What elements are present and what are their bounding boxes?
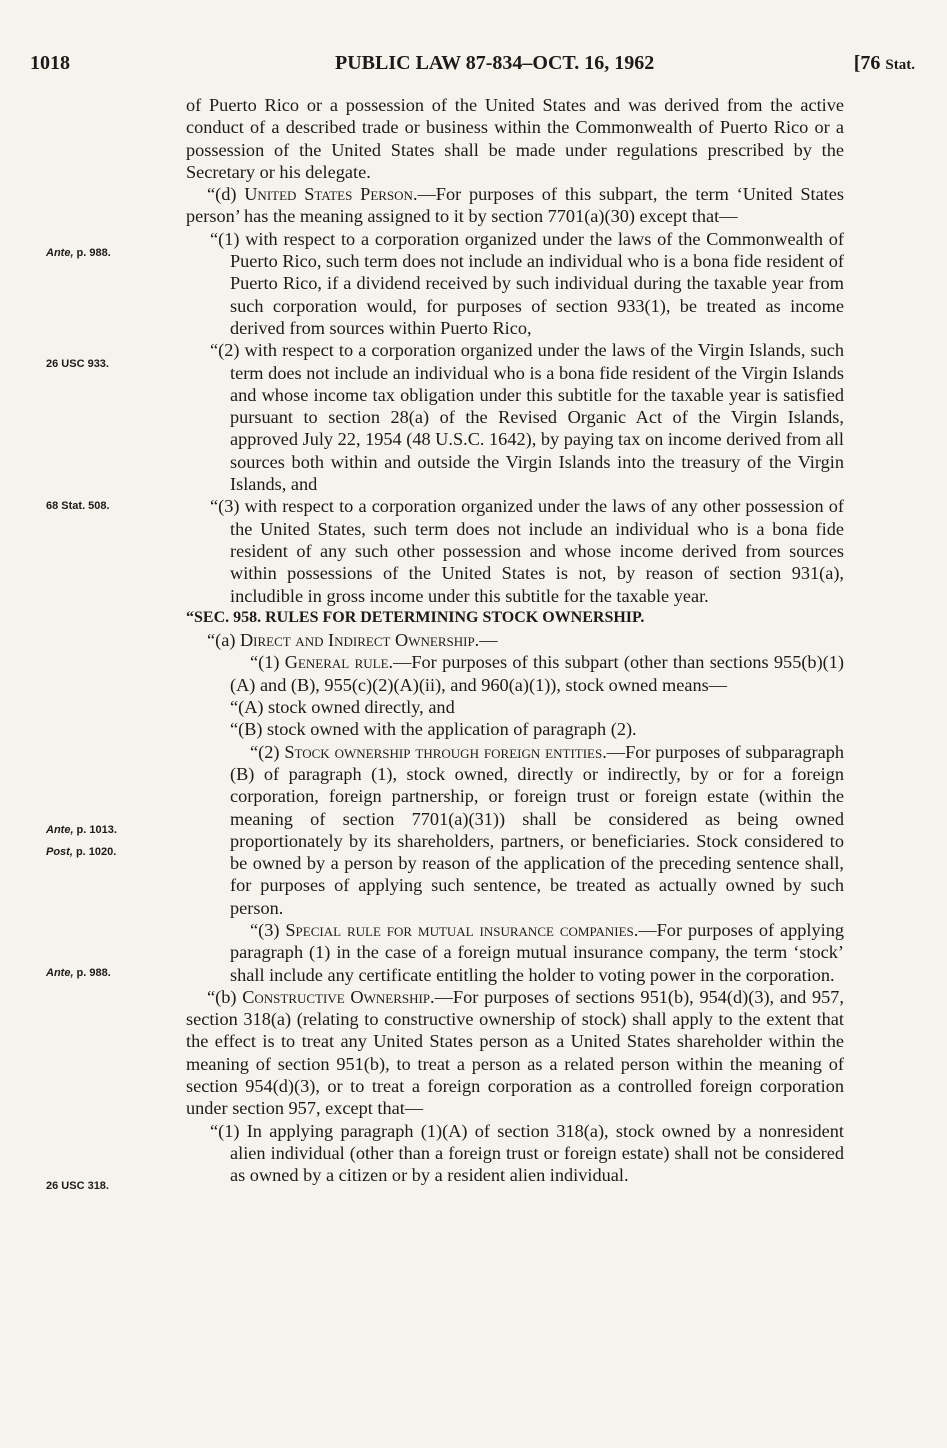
paragraph-a3-text: —For purposes of applying paragraph (1) in the case of a foreign mutual insurance company, the term ‘stock’ shall include any certificate entitling the holder to voting power in the corporation. <box>230 919 844 985</box>
margin-note-italic: Post, <box>46 846 73 858</box>
margin-note-text: p. 1020. <box>72 846 117 858</box>
margin-note <box>46 500 110 512</box>
paragraph-a2 <box>230 741 844 919</box>
margin-note-italic: Ante, <box>46 967 74 979</box>
subsection-d-number: “(d) <box>207 184 245 205</box>
volume-prefix: [76 <box>853 52 886 74</box>
paragraph-d3: “(3) with respect to a corporation organized under the laws of any other possession of the United States, such term does not include an individual who is a bona fide resident of any such other possession and whose income derived from sources within possessions of the United States is not, by reason of section 931(a), includible in gross income under this subtitle for the taxable year. <box>210 496 844 606</box>
margin-note <box>46 1180 109 1192</box>
subparagraph-a1B: “(B) stock owned with the application of paragraph (2). <box>230 719 637 740</box>
page-number: 1018 <box>30 52 70 74</box>
margin-note <box>46 846 116 858</box>
subsection-a <box>186 629 844 651</box>
paragraph-a2-heading: Stock ownership through foreign entities. <box>284 741 607 762</box>
subsection-d-heading: United States Person. <box>244 184 418 205</box>
margin-note <box>46 358 109 370</box>
subsection-b <box>186 986 844 1120</box>
margin-note <box>46 967 111 979</box>
paragraph-a1 <box>230 651 844 696</box>
paragraph-a3-number: “(3) <box>250 919 286 940</box>
margin-note-text: p. 1013. <box>73 824 117 836</box>
margin-note-text: 26 USC 318. <box>46 1180 109 1192</box>
margin-note <box>46 824 117 836</box>
margin-note-italic: Ante, <box>46 824 74 836</box>
paragraph-a3 <box>230 919 844 986</box>
paragraph-d1: “(1) with respect to a corporation organized under the laws of the Commonwealth of Puerto Rico, such term does not include an individual who is a bona fide resident of Puerto Rico, if a dividend received by such individual during the taxable year from such corporation would, for purposes of section 933(1), be treated as income derived from sources within Puerto Rico, <box>210 228 844 338</box>
margin-note-text: 26 USC 933. <box>46 358 109 370</box>
paragraph-continuation: of Puerto Rico or a possession of the United States and was derived from the active conduct of a described trade or business within the Commonwealth of Puerto Rico or a possession of the United States shall be made under regulations prescribed by the Secretary or his delegate. <box>186 95 844 182</box>
subsection-b-heading: Constructive Ownership. <box>242 986 435 1007</box>
page-header <box>30 52 915 82</box>
margin-note-text: p. 988. <box>73 967 111 979</box>
paragraph-a2-number: “(2) <box>250 741 285 762</box>
subsection-d-text: —For purposes of this subpart, the term ‘United States person’ has the meaning assigned to it by section 7701(a)(30) except that— <box>186 184 844 227</box>
paragraph-a1-number: “(1) <box>250 652 285 673</box>
subsection-a-number: “(a) <box>207 630 240 651</box>
margin-note-italic: Ante, <box>46 247 74 259</box>
running-title: PUBLIC LAW 87-834–OCT. 16, 1962 <box>335 52 655 74</box>
volume-reference <box>854 52 915 75</box>
subsection-b-text: —For purposes of sections 951(b), 954(d)(3), and 957, section 318(a) (relating to constructive ownership of stock) shall apply to the extent that the effect is to treat any United States person as a United States shareholder within the meaning of section 951(b), to treat a person as a related person within the meaning of section 954(d)(3), or to treat a foreign corporation as a controlled foreign corporation under section 957, except that— <box>186 986 844 1119</box>
paragraph-d2: “(2) with respect to a corporation organized under the laws of the Virgin Islands, such term does not include an individual who is a bona fide resident of the Virgin Islands and whose income tax obligation under this subtitle for the taxable year is satisfied pursuant to section 28(a) of the Revised Organic Act of the Virgin Islands, approved July 22, 1954 (48 U.S.C. 1642), by paying tax on income derived from all sources both within and outside the Virgin Islands into the treasury of the Virgin Islands, and <box>210 340 844 495</box>
margin-note-text: 68 Stat. 508. <box>46 500 110 512</box>
paragraph-a3-heading: Special rule for mutual insurance companies. <box>285 919 639 940</box>
paragraph-a1-text: —For purposes of this subpart (other than sections 955(b)(1)(A) and (B), 955(c)(2)(A)(ii), and 960(a)(1)), stock owned means— <box>230 652 844 695</box>
paragraph-a2-text: —For purposes of subparagraph (B) of paragraph (1), stock owned, directly or indirectly, by or for a foreign corporation, foreign partnership, or foreign trust or foreign estate (within the meaning of section 7701(a)(31)) shall be considered as being owned proportionately by its shareholders, partners, or beneficiaries. Stock considered to be owned by a person by reason of the application of the preceding sentence shall, for purposes of applying such sentence, be treated as actually owned by such person. <box>230 741 844 918</box>
statute-body <box>186 94 844 1187</box>
subsection-d <box>186 183 844 228</box>
margin-note-text: p. 988. <box>73 247 111 259</box>
paragraph-a1-heading: General rule. <box>284 652 394 673</box>
subsection-a-dash: — <box>479 630 498 651</box>
volume-stat: Stat. <box>885 57 915 73</box>
section-958-heading: “SEC. 958. RULES FOR DETERMINING STOCK OWNERSHIP. <box>186 608 645 626</box>
paragraph-b1: “(1) In applying paragraph (1)(A) of section 318(a), stock owned by a nonresident alien individual (other than a foreign trust or foreign estate) shall not be considered as owned by a citizen or by a resident alien individual. <box>210 1120 844 1186</box>
margin-note <box>46 247 111 259</box>
subsection-a-heading: Direct and Indirect Ownership. <box>239 630 480 651</box>
subsection-b-number: “(b) <box>207 986 243 1007</box>
subparagraph-a1A: “(A) stock owned directly, and <box>230 697 455 718</box>
